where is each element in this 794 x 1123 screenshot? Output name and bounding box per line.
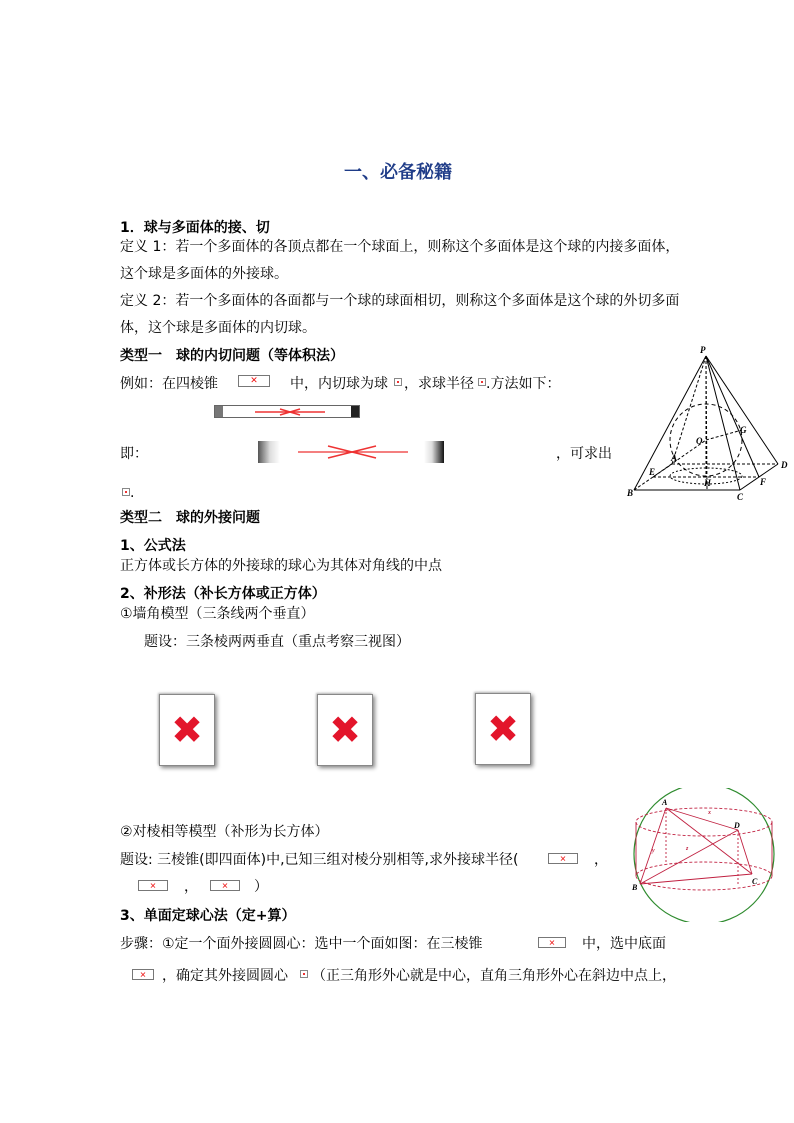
label-z: z bbox=[686, 846, 689, 852]
example-text-a: 例如：在四棱锥 bbox=[120, 376, 218, 392]
three-view-image-2: ✖ bbox=[317, 694, 373, 766]
pyramid-inscribed-sphere-figure bbox=[622, 340, 794, 505]
type1-heading: 类型一 球的内切问题（等体积法） bbox=[120, 348, 344, 364]
close-paren-text: ） bbox=[254, 879, 268, 895]
label-B: B bbox=[627, 488, 634, 498]
label-F: F bbox=[760, 477, 767, 487]
opposite-premise-text: 题设: 三棱锥(即四面体)中,已知三组对棱分别相等,求外接球半径( bbox=[120, 852, 519, 868]
definition-2-line-2: 体，这个球是多面体的内切球。 bbox=[120, 320, 316, 336]
label-x: x bbox=[708, 810, 711, 816]
label-E: E bbox=[649, 467, 656, 477]
label-C: C bbox=[752, 877, 758, 886]
three-view-image-1: ✖ bbox=[159, 694, 215, 766]
label-D: D bbox=[781, 460, 788, 470]
method-heading-single-face: 3、单面定球心法（定+算） bbox=[120, 908, 296, 924]
broken-image-icon: ✕ bbox=[238, 375, 270, 387]
section-heading: 1．球与多面体的接、切 bbox=[120, 220, 270, 236]
example-text-d: .方法如下： bbox=[486, 376, 561, 392]
definition-1-line-2: 这个球是多面体的外接球。 bbox=[120, 266, 288, 282]
page-title: 一、必备秘籍 bbox=[344, 162, 452, 183]
method-heading-complement: 2、补形法（补长方体或正方体） bbox=[120, 586, 326, 602]
broken-image-icon: ✕ bbox=[538, 937, 566, 948]
label-A: A bbox=[662, 798, 668, 807]
step-text-a: 步骤：①定一个面外接圆圆心：选中一个面如图：在三棱锥 bbox=[120, 936, 483, 952]
three-view-image-3: ✖ bbox=[475, 693, 531, 765]
opposite-edges-model: ②对棱相等模型（补形为长方体） bbox=[120, 824, 329, 840]
formula-broken-glyph bbox=[215, 406, 361, 419]
type2-heading: 类型二 球的外接问题 bbox=[120, 510, 260, 526]
label-H: H bbox=[704, 478, 712, 488]
broken-image-icon: ✕ bbox=[138, 880, 168, 891]
formula-broken-glyph bbox=[258, 441, 444, 463]
label-P: P bbox=[700, 345, 706, 355]
broken-image-icon: ✕ bbox=[210, 880, 240, 891]
example-text-b: 中，内切球为球 bbox=[290, 376, 388, 392]
formula-image-strip bbox=[214, 405, 360, 418]
wall-corner-model: ①墙角模型（三条线两个垂直） bbox=[120, 606, 315, 622]
definition-2-line-1: 定义 2：若一个多面体的各面都与一个球的球面相切，则称这个多面体是这个球的外切多面 bbox=[120, 293, 680, 309]
broken-image-icon bbox=[300, 970, 308, 978]
step-text-c: ，确定其外接圆圆心 bbox=[162, 968, 288, 984]
label-G: G bbox=[740, 425, 747, 435]
step-text-b: 中，选中底面 bbox=[582, 936, 666, 952]
broken-image-icon bbox=[122, 488, 130, 496]
comma-text: ， bbox=[184, 879, 198, 895]
label-B: B bbox=[632, 883, 638, 892]
tetrahedron-in-sphere-figure bbox=[628, 788, 784, 922]
formula-image-strip bbox=[258, 441, 444, 463]
ji-label: 即： bbox=[120, 446, 148, 462]
broken-image-icon: ✕ bbox=[132, 969, 154, 980]
definition-1-line-1: 定义 1：若一个多面体的各顶点都在一个球面上，则称这个多面体是这个球的内接多面体， bbox=[120, 239, 680, 255]
broken-image-icon bbox=[478, 378, 486, 386]
label-A: A bbox=[671, 453, 678, 463]
period-text: . bbox=[130, 485, 135, 501]
broken-image-icon: ✕ bbox=[548, 853, 578, 864]
can-solve-text: ，可求出 bbox=[556, 446, 612, 462]
method-heading-formula: 1、公式法 bbox=[120, 538, 186, 554]
example-text-c: ，求球半径 bbox=[404, 376, 474, 392]
step-text-d: （正三角形外心就是中心，直角三角形外心在斜边中点上， bbox=[312, 968, 676, 984]
label-O: O bbox=[696, 436, 703, 446]
label-D: D bbox=[734, 821, 740, 830]
premise-text: 题设：三条棱两两垂直（重点考察三视图） bbox=[144, 634, 410, 650]
label-C: C bbox=[737, 492, 744, 502]
label-y: y bbox=[652, 848, 655, 854]
comma-text: ， bbox=[594, 852, 608, 868]
formula-text: 正方体或长方体的外接球的球心为其体对角线的中点 bbox=[120, 558, 442, 574]
broken-image-icon bbox=[394, 378, 402, 386]
